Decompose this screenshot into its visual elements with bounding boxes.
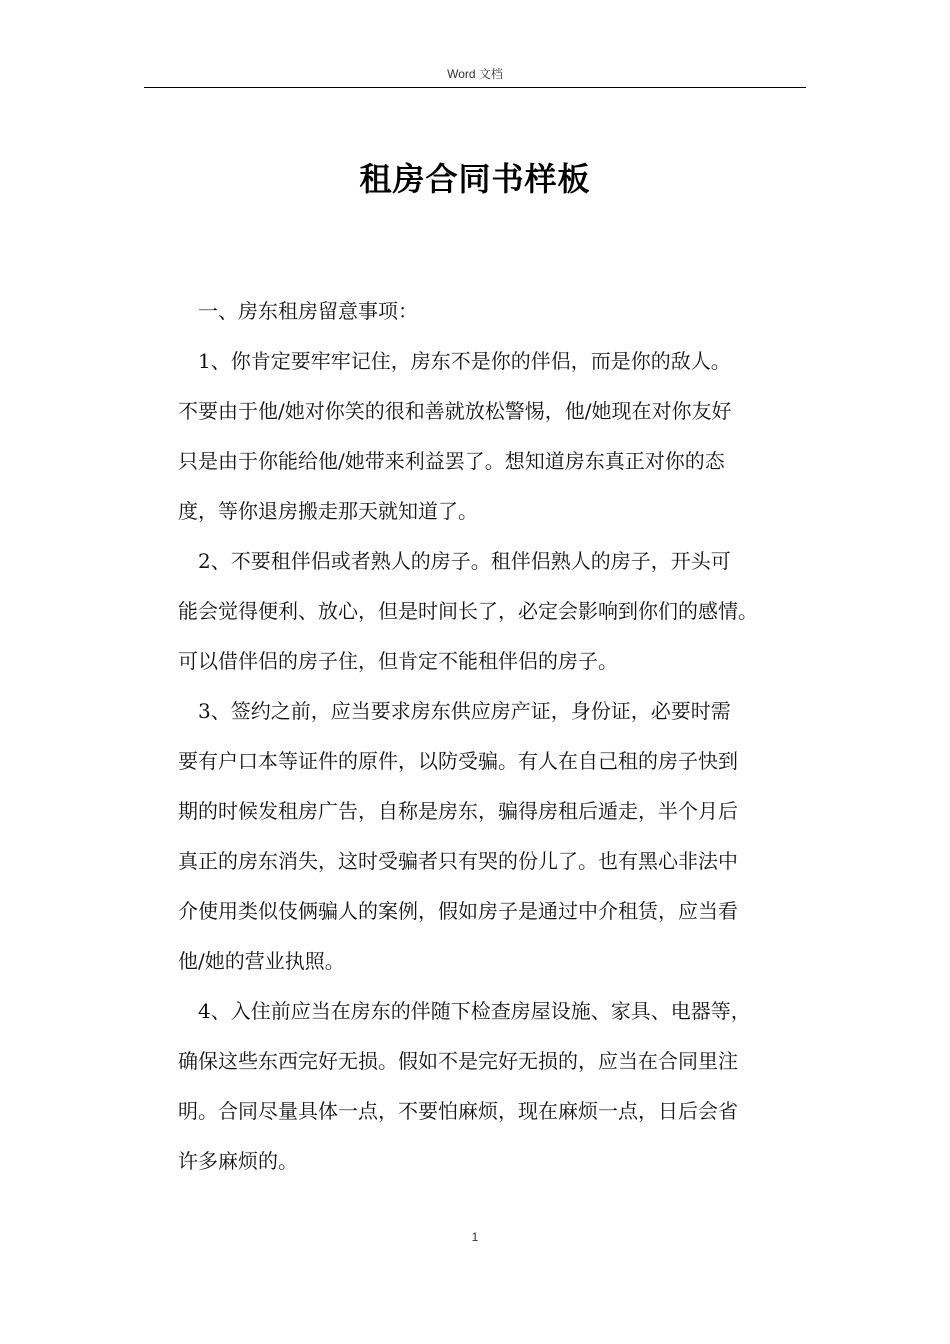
paragraph-3-cont: [178, 736, 818, 986]
paragraph-line: 只是由于你能给他/她带来利益罢了。想知道房东真正对你的态: [178, 449, 725, 473]
paragraph-line: 介使用类似伎俩骗人的案例，假如房子是通过中介租赁，应当看: [178, 899, 738, 923]
paragraph-2: [178, 536, 818, 586]
paragraph-line: 真正的房东消失，这时受骗者只有哭的份儿了。也有黑心非法中: [178, 849, 738, 873]
paragraph-line: 3、签约之前，应当要求房东供应房产证，身份证，必要时需: [198, 699, 731, 723]
page-number: 1: [471, 1230, 479, 1244]
paragraph-line: 能会觉得便利、放心，但是时间长了，必定会影响到你们的感情。: [178, 599, 758, 623]
paragraph-3: [178, 686, 818, 736]
paragraph-line: 期的时候发租房广告，自称是房东，骗得房租后遁走，半个月后: [178, 799, 738, 823]
paragraph-line: 不要由于他/她对你笑的很和善就放松警惕，他/她现在对你友好: [178, 399, 732, 423]
paragraph-line: 4、入住前应当在房东的伴随下检查房屋设施、家具、电器等，: [198, 999, 751, 1023]
paragraph-line: 要有户口本等证件的原件，以防受骗。有人在自己租的房子快到: [178, 749, 738, 773]
document-body: [178, 286, 818, 1186]
paragraph-4: [178, 986, 818, 1036]
paragraph-line: 2、不要租伴侣或者熟人的房子。租伴侣熟人的房子，开头可: [198, 549, 731, 573]
paragraph-line: 度，等你退房搬走那天就知道了。: [178, 499, 478, 523]
paragraph-line: 许多麻烦的。: [178, 1149, 298, 1173]
paragraph-1-cont: [178, 386, 818, 536]
paragraph-line: 明。合同尽量具体一点，不要怕麻烦，现在麻烦一点，日后会省: [178, 1099, 738, 1123]
paragraph-4-cont: [178, 1036, 818, 1186]
document-title: 租房合同书样板: [359, 160, 591, 198]
paragraph-2-cont: [178, 586, 818, 686]
paragraph-line: 他/她的营业执照。: [178, 949, 345, 973]
paragraph-line: 1、你肯定要牢牢记住，房东不是你的伴侣，而是你的敌人。: [198, 349, 731, 373]
header-rule: [144, 87, 806, 88]
section-heading-text: 一、房东租房留意事项：: [198, 299, 418, 323]
page-header: Word 文档: [447, 67, 503, 81]
paragraph-1: [178, 336, 818, 386]
paragraph-line: 可以借伴侣的房子住，但肯定不能租伴侣的房子。: [178, 649, 618, 673]
section-heading: [178, 286, 818, 336]
paragraph-line: 确保这些东西完好无损。假如不是完好无损的，应当在合同里注: [178, 1049, 738, 1073]
